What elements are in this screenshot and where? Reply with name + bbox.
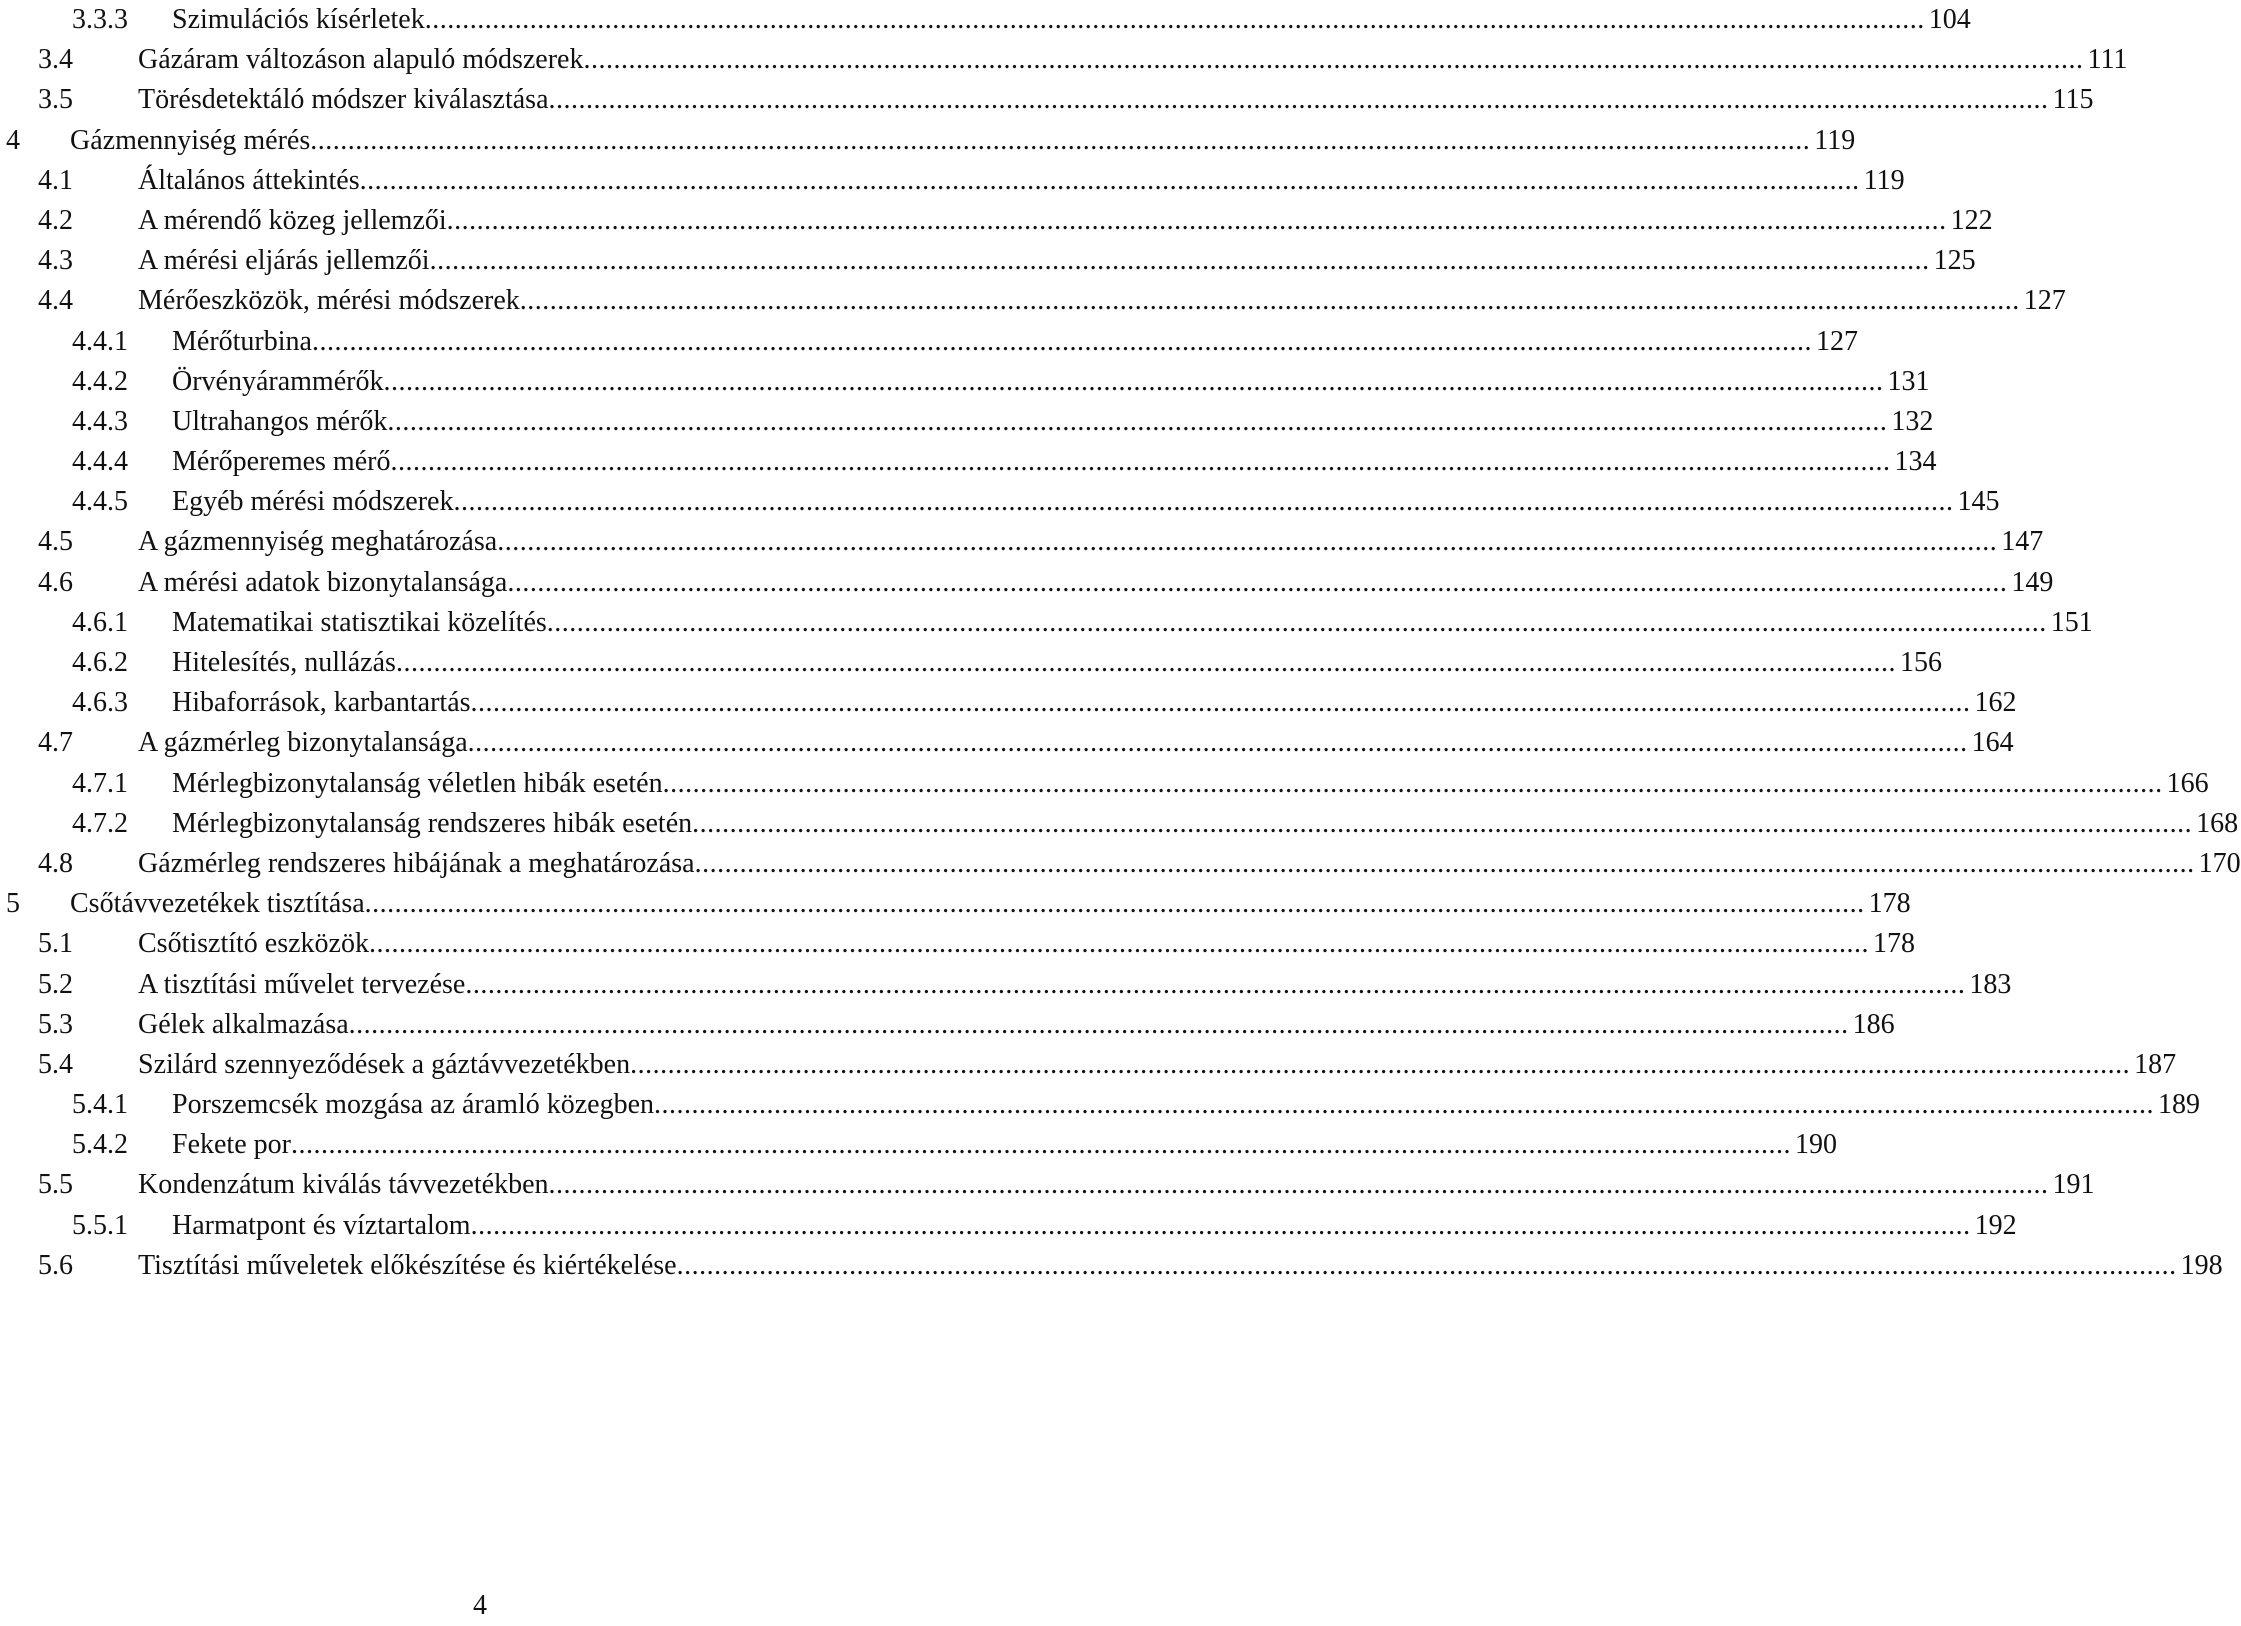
toc-entry[interactable] <box>0 1206 2017 1246</box>
toc-entry-title: Fekete por <box>172 1129 291 1161</box>
toc-dot-leader: ........................................................................................................................................................................................................ <box>548 84 2049 116</box>
toc-entry-number: 4.4.5 <box>72 486 128 518</box>
toc-entry-title: Örvényárammérők <box>172 365 384 397</box>
toc-dot-leader: ........................................................................................................................................................................................................ <box>507 566 2008 598</box>
toc-dot-leader: ........................................................................................................................................................................................................ <box>583 44 2084 76</box>
toc-entry-page: 151 <box>2050 606 2093 638</box>
toc-entry-page: 186 <box>1852 1008 1895 1040</box>
toc-entry-number: 4.4 <box>38 285 73 317</box>
toc-entry-line <box>138 80 2094 120</box>
toc-entry-number: 5.5.1 <box>72 1209 128 1241</box>
toc-entry-title: Csőtávvezetékek tisztítása <box>70 888 365 920</box>
toc-entry-page: 127 <box>1815 325 1858 357</box>
toc-dot-leader: ........................................................................................................................................................................................................ <box>662 767 2163 799</box>
toc-entry-line <box>138 161 1905 201</box>
toc-entry-number: 4.7.2 <box>72 807 128 839</box>
toc-entry-title: Gázmérleg rendszeres hibájának a meghatározása <box>138 847 695 879</box>
toc-entry-number: 4.4.2 <box>72 365 128 397</box>
toc-entry-page: 132 <box>1891 405 1934 437</box>
toc-entry-line <box>172 482 2000 522</box>
toc-entry[interactable] <box>0 201 1993 241</box>
toc-dot-leader: ........................................................................................................................................................................................................ <box>694 847 2195 879</box>
toc-entry[interactable] <box>0 563 2054 603</box>
toc-entry[interactable] <box>0 1085 2201 1125</box>
toc-entry-page: 122 <box>1950 204 1993 236</box>
toc-entry-page: 162 <box>1974 687 2017 719</box>
toc-dot-leader: ........................................................................................................................................................................................................ <box>654 1089 2155 1121</box>
toc-entry-number: 4.6.3 <box>72 687 128 719</box>
toc-entry[interactable] <box>0 522 2044 562</box>
toc-dot-leader: ........................................................................................................................................................................................................ <box>470 687 1971 719</box>
toc-entry-title: Szimulációs kísérletek <box>172 4 425 35</box>
toc-entry[interactable] <box>0 80 2094 120</box>
toc-entry-page: 164 <box>1971 727 2014 759</box>
toc-entry-page: 183 <box>1969 968 2012 1000</box>
toc-entry[interactable] <box>0 322 1858 362</box>
toc-entry[interactable] <box>0 482 2000 522</box>
toc-dot-leader: ........................................................................................................................................................................................................ <box>497 526 1998 558</box>
toc-entry-number: 4.7.1 <box>72 767 128 799</box>
toc-entry-page: 125 <box>1933 245 1976 277</box>
toc-entry-page: 178 <box>1872 928 1915 960</box>
toc-entry-page: 187 <box>2134 1048 2177 1080</box>
toc-entry-line <box>172 362 1930 402</box>
toc-entry-title: Gélek alkalmazása <box>138 1008 349 1040</box>
toc-entry-page: 149 <box>2011 566 2054 598</box>
toc-entry-number: 4.3 <box>38 245 73 277</box>
toc-entry-page: 104 <box>1928 4 1971 35</box>
toc-entry-line <box>172 764 2209 804</box>
toc-entry[interactable] <box>0 1246 2223 1286</box>
toc-entry-line <box>172 603 2093 643</box>
toc-entry-title: Mérlegbizonytalanság rendszeres hibák esetén <box>172 807 693 839</box>
toc-entry-line <box>138 723 2014 763</box>
toc-dot-leader: ........................................................................................................................................................................................................ <box>692 807 2193 839</box>
toc-entry[interactable] <box>0 362 1930 402</box>
toc-entry-title: Csőtisztító eszközök <box>138 928 369 960</box>
toc-entry-title: Hibaforrások, karbantartás <box>172 687 471 719</box>
toc-dot-leader: ........................................................................................................................................................................................................ <box>519 285 2020 317</box>
toc-entry[interactable] <box>0 1005 1895 1045</box>
toc-entry-title: A tisztítási művelet tervezése <box>138 968 466 1000</box>
toc-entry-page: 198 <box>2180 1249 2223 1281</box>
toc-dot-leader: ........................................................................................................................................................................................................ <box>387 405 1888 437</box>
toc-dot-leader: ........................................................................................................................................................................................................ <box>630 1048 2131 1080</box>
toc-entry-line <box>70 121 1856 161</box>
toc-entry[interactable] <box>0 1125 1837 1165</box>
toc-entry-line <box>138 1246 2223 1286</box>
toc-entry-page: 111 <box>2087 44 2128 76</box>
toc-entry[interactable] <box>0 241 1976 281</box>
toc-entry-number: 3.4 <box>38 44 73 76</box>
toc-entry-number: 3.3.3 <box>72 4 128 35</box>
toc-dot-leader: ........................................................................................................................................................................................................ <box>453 486 1954 518</box>
toc-entry-number: 4.7 <box>38 727 73 759</box>
toc-entry[interactable] <box>0 161 1905 201</box>
toc-dot-leader: ........................................................................................................................................................................................................ <box>383 365 1884 397</box>
toc-entry-page: 131 <box>1887 365 1930 397</box>
toc-entry-title: Mérőturbina <box>172 325 312 357</box>
toc-entry-title: Hitelesítés, nullázás <box>172 647 396 678</box>
toc-entry-number: 4.4.3 <box>72 405 128 437</box>
toc-dot-leader: ........................................................................................................................................................................................................ <box>424 4 1925 35</box>
toc-entry-title: A gázmennyiség meghatározása <box>138 526 498 558</box>
toc-entry-page: 192 <box>1974 1209 2017 1241</box>
toc-entry-line <box>172 1125 1837 1165</box>
toc-entry-line <box>138 924 1915 964</box>
toc-entry[interactable] <box>0 723 2014 763</box>
toc-entry-title: A mérési eljárás jellemzői <box>138 245 430 277</box>
toc-entry-page: 189 <box>2158 1089 2201 1121</box>
toc-entry-page: 145 <box>1957 486 2000 518</box>
toc-entry-number: 5.3 <box>38 1008 73 1040</box>
toc-entry-line <box>172 1206 2017 1246</box>
toc-entry-number: 5.5 <box>38 1169 73 1201</box>
toc-entry[interactable] <box>0 402 1934 442</box>
toc-entry-title: Matematikai statisztikai közelítés <box>172 606 547 638</box>
toc-entry[interactable] <box>0 1045 2177 1085</box>
toc-entry-page: 170 <box>2198 847 2241 879</box>
toc-entry-line <box>172 1085 2201 1125</box>
toc-entry-page: 119 <box>1863 164 1905 196</box>
toc-entry[interactable] <box>0 924 1915 964</box>
toc-entry[interactable] <box>0 442 1937 482</box>
toc-entry-line <box>138 563 2054 603</box>
toc-entry-title: Szilárd szennyeződések a gáztávvezetékben <box>138 1048 631 1080</box>
toc-entry[interactable] <box>0 764 2209 804</box>
toc-entry[interactable] <box>0 121 1856 161</box>
toc-entry-line <box>138 1045 2177 1085</box>
toc-entry[interactable] <box>0 683 2017 723</box>
toc-entry-number: 5.6 <box>38 1249 73 1281</box>
toc-entry-number: 5.4 <box>38 1048 73 1080</box>
toc-dot-leader: ........................................................................................................................................................................................................ <box>348 1008 1849 1040</box>
toc-entry-title: Mérőeszközök, mérési módszerek <box>138 285 520 317</box>
toc-dot-leader: ........................................................................................................................................................................................................ <box>359 164 1860 196</box>
toc-entry-line <box>138 241 1976 281</box>
toc-entry[interactable] <box>0 844 2241 884</box>
toc-entry-title: Mérőperemes mérő <box>172 446 391 478</box>
toc-entry[interactable] <box>0 40 2128 80</box>
toc-entry-title: Mérlegbizonytalanság véletlen hibák esetén <box>172 767 663 799</box>
toc-entry-title: Harmatpont és víztartalom <box>172 1209 471 1241</box>
toc-entry-line <box>172 322 1858 362</box>
toc-entry-number: 4.4.4 <box>72 446 128 478</box>
toc-entry-page: 127 <box>2023 285 2066 317</box>
toc-dot-leader: ........................................................................................................................................................................................................ <box>676 1249 2177 1281</box>
toc-entry-number: 4.6.2 <box>72 647 128 678</box>
toc-entry-title: Általános áttekintés <box>138 164 360 196</box>
toc-dot-leader: ........................................................................................................................................................................................................ <box>548 1169 2049 1201</box>
toc-dot-leader: ........................................................................................................................................................................................................ <box>311 325 1812 357</box>
toc-entry-line <box>138 965 2012 1005</box>
toc-entry-number: 5.4.2 <box>72 1129 128 1161</box>
toc-entry-page: 190 <box>1794 1129 1837 1161</box>
toc-entry-line <box>172 0 1971 40</box>
toc-entry-title: Gázmennyiség mérés <box>70 124 311 156</box>
toc-entry-line <box>138 522 2044 562</box>
toc-entry-number: 5.1 <box>38 928 73 960</box>
toc-dot-leader: ........................................................................................................................................................................................................ <box>395 647 1896 678</box>
toc-entry[interactable] <box>0 884 1911 924</box>
toc-entry-number: 4.2 <box>38 204 73 236</box>
toc-entry-line <box>172 683 2017 723</box>
toc-entry-line <box>138 40 2128 80</box>
toc-entry-number: 4.4.1 <box>72 325 128 357</box>
toc-entry-page: 191 <box>2052 1169 2095 1201</box>
toc-entry-line <box>138 1005 1895 1045</box>
toc-dot-leader: ........................................................................................................................................................................................................ <box>390 446 1891 478</box>
toc-entry-page: 134 <box>1894 446 1937 478</box>
toc-dot-leader: ........................................................................................................................................................................................................ <box>465 968 1966 1000</box>
toc-dot-leader: ........................................................................................................................................................................................................ <box>429 245 1930 277</box>
toc-dot-leader: ........................................................................................................................................................................................................ <box>470 1209 1971 1241</box>
toc-entry-title: Törésdetektáló módszer kiválasztása <box>138 84 549 116</box>
toc-dot-leader: ........................................................................................................................................................................................................ <box>368 928 1869 960</box>
toc-entry-page: 166 <box>2166 767 2209 799</box>
toc-dot-leader: ........................................................................................................................................................................................................ <box>446 204 1947 236</box>
toc-entry-number: 3.5 <box>38 84 73 116</box>
page-number: 4 <box>473 1590 487 1621</box>
toc-entry-line <box>172 804 2239 844</box>
toc-entry[interactable] <box>0 1165 2095 1205</box>
toc-dot-leader: ........................................................................................................................................................................................................ <box>546 606 2047 638</box>
toc-entry-line <box>138 281 2066 321</box>
toc-entry-number: 4 <box>6 124 20 156</box>
toc-entry[interactable] <box>0 965 2012 1005</box>
toc-entry[interactable] <box>0 804 2239 844</box>
toc-entry-title: Tisztítási műveletek előkészítése és kiértékelése <box>138 1249 677 1281</box>
toc-entry-number: 4.6.1 <box>72 606 128 638</box>
toc-entry[interactable] <box>0 0 1971 40</box>
toc-entry-number: 4.1 <box>38 164 73 196</box>
toc-entry-number: 5 <box>6 888 20 920</box>
toc-dot-leader: ........................................................................................................................................................................................................ <box>364 888 1865 920</box>
toc-entry-title: Porszemcsék mozgása az áramló közegben <box>172 1089 655 1121</box>
toc-dot-leader: ........................................................................................................................................................................................................ <box>310 124 1811 156</box>
toc-entry-title: Egyéb mérési módszerek <box>172 486 454 518</box>
toc-entry[interactable] <box>0 643 1942 683</box>
toc-entry-page: 178 <box>1868 888 1911 920</box>
toc-entry-number: 5.4.1 <box>72 1089 128 1121</box>
toc-entry-title: Gázáram változáson alapuló módszerek <box>138 44 584 76</box>
toc-entry-page: 147 <box>2001 526 2044 558</box>
toc-entry-number: 4.5 <box>38 526 73 558</box>
toc-entry-page: 156 <box>1899 647 1942 678</box>
toc-entry-line <box>172 643 1942 683</box>
toc-entry-title: A gázmérleg bizonytalansága <box>138 727 468 759</box>
toc-entry-line <box>138 844 2241 884</box>
toc-entry-line <box>138 1165 2095 1205</box>
toc-dot-leader: ........................................................................................................................................................................................................ <box>467 727 1968 759</box>
toc-entry-title: Kondenzátum kiválás távvezetékben <box>138 1169 549 1201</box>
toc-entry-line <box>172 402 1934 442</box>
toc-entry-line <box>172 442 1937 482</box>
toc-entry-number: 4.6 <box>38 566 73 598</box>
toc-entry-title: A mérendő közeg jellemzői <box>138 204 447 236</box>
toc-entry-line <box>70 884 1911 924</box>
toc-entry-number: 4.8 <box>38 847 73 879</box>
toc-entry-number: 5.2 <box>38 968 73 1000</box>
toc-entry[interactable] <box>0 603 2093 643</box>
toc-entry-title: A mérési adatok bizonytalansága <box>138 566 508 598</box>
toc-entry-page: 119 <box>1814 124 1856 156</box>
toc-entry-title: Ultrahangos mérők <box>172 405 388 437</box>
toc-entry-page: 115 <box>2052 84 2094 116</box>
toc-entry[interactable] <box>0 281 2066 321</box>
toc-entry-line <box>138 201 1993 241</box>
toc-dot-leader: ........................................................................................................................................................................................................ <box>290 1129 1791 1161</box>
toc-entry-page: 168 <box>2196 807 2239 839</box>
